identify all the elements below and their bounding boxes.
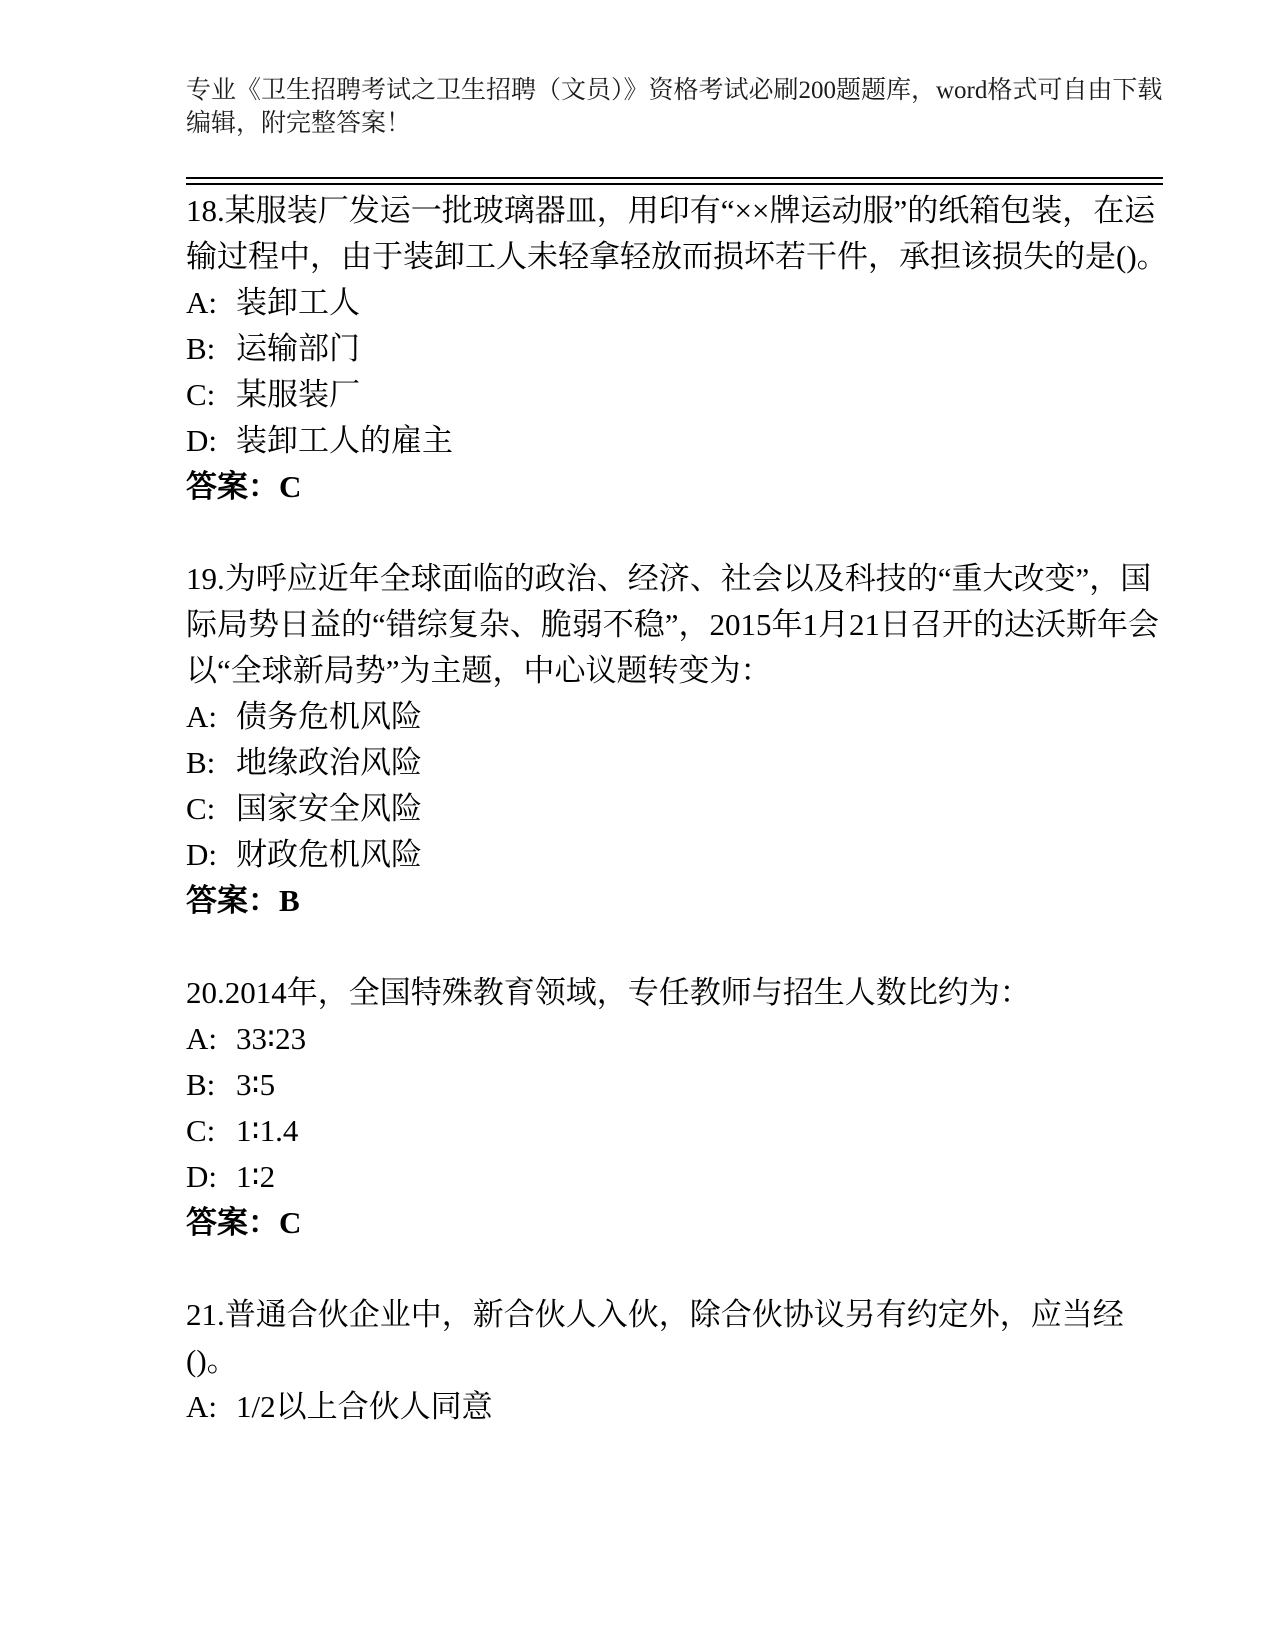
option-row — [186, 694, 1171, 740]
option-text: 33∶23 — [236, 1021, 307, 1056]
document-header — [186, 74, 1163, 140]
option-row — [186, 832, 1171, 878]
answer-line — [186, 464, 1171, 510]
option-row — [186, 786, 1171, 832]
option-text: 3∶5 — [236, 1067, 276, 1102]
option-row — [186, 372, 1171, 418]
answer-line — [186, 878, 1171, 924]
option-text: 地缘政治风险 — [236, 745, 422, 780]
option-label: B: — [186, 1067, 216, 1102]
answer-line — [186, 1200, 1171, 1246]
answer-label: 答案： — [186, 1205, 279, 1240]
option-label: B: — [186, 331, 216, 366]
option-text: 装卸工人 — [236, 285, 360, 320]
option-row — [186, 740, 1171, 786]
option-label: A: — [186, 1021, 217, 1056]
answer-label: 答案： — [186, 883, 279, 918]
question-stem: 20.2014年，全国特殊教育领域，专任教师与招生人数比约为： — [186, 975, 1031, 1010]
question-block-20 — [186, 970, 1171, 1246]
option-label: D: — [186, 423, 217, 458]
question-stem: 21.普通合伙企业中，新合伙人入伙，除合伙协议另有约定外，应当经()。 — [186, 1297, 1124, 1378]
header-divider — [186, 177, 1163, 185]
option-label: A: — [186, 1389, 217, 1424]
question-block-21 — [186, 1292, 1171, 1430]
option-text: 1/2以上合伙人同意 — [236, 1389, 493, 1424]
option-label: C: — [186, 1113, 216, 1148]
question-block-18 — [186, 188, 1171, 510]
option-row — [186, 1016, 1171, 1062]
document-body — [186, 188, 1171, 1430]
option-text: 装卸工人的雇主 — [236, 423, 453, 458]
option-row — [186, 1384, 1171, 1430]
option-text: 运输部门 — [236, 331, 360, 366]
option-text: 某服装厂 — [236, 377, 360, 412]
option-row — [186, 1108, 1171, 1154]
option-row — [186, 1062, 1171, 1108]
option-text: 国家安全风险 — [236, 791, 422, 826]
option-label: C: — [186, 791, 216, 826]
option-text: 债务危机风险 — [236, 699, 422, 734]
option-label: A: — [186, 285, 217, 320]
option-label: B: — [186, 745, 216, 780]
option-label: D: — [186, 1159, 217, 1194]
option-row — [186, 1154, 1171, 1200]
option-text: 财政危机风险 — [236, 837, 422, 872]
answer-value: C — [279, 1205, 302, 1240]
option-label: C: — [186, 377, 216, 412]
option-row — [186, 326, 1171, 372]
question-stem: 19.为呼应近年全球面临的政治、经济、社会以及科技的“重大改变”，国际局势日益的“错综复杂、脆弱不稳”，2015年1月21日召开的达沃斯年会以“全球新局势”为主题，中心议题转变为： — [186, 561, 1160, 688]
option-row — [186, 418, 1171, 464]
question-stem: 18.某服装厂发运一批玻璃器皿，用印有“××牌运动服”的纸箱包装，在运输过程中，由于装卸工人未轻拿轻放而损坏若干件，承担该损失的是()。 — [186, 193, 1168, 274]
answer-label: 答案： — [186, 469, 279, 504]
header-text: 专业《卫生招聘考试之卫生招聘（文员）》资格考试必刷200题题库，word格式可自由下载编辑，附完整答案！ — [186, 77, 1163, 137]
option-text: 1∶1.4 — [236, 1113, 299, 1148]
answer-value: B — [279, 883, 300, 918]
question-block-19 — [186, 556, 1171, 924]
option-row — [186, 280, 1171, 326]
answer-value: C — [279, 469, 302, 504]
option-label: D: — [186, 837, 217, 872]
option-label: A: — [186, 699, 217, 734]
option-text: 1∶2 — [236, 1159, 276, 1194]
